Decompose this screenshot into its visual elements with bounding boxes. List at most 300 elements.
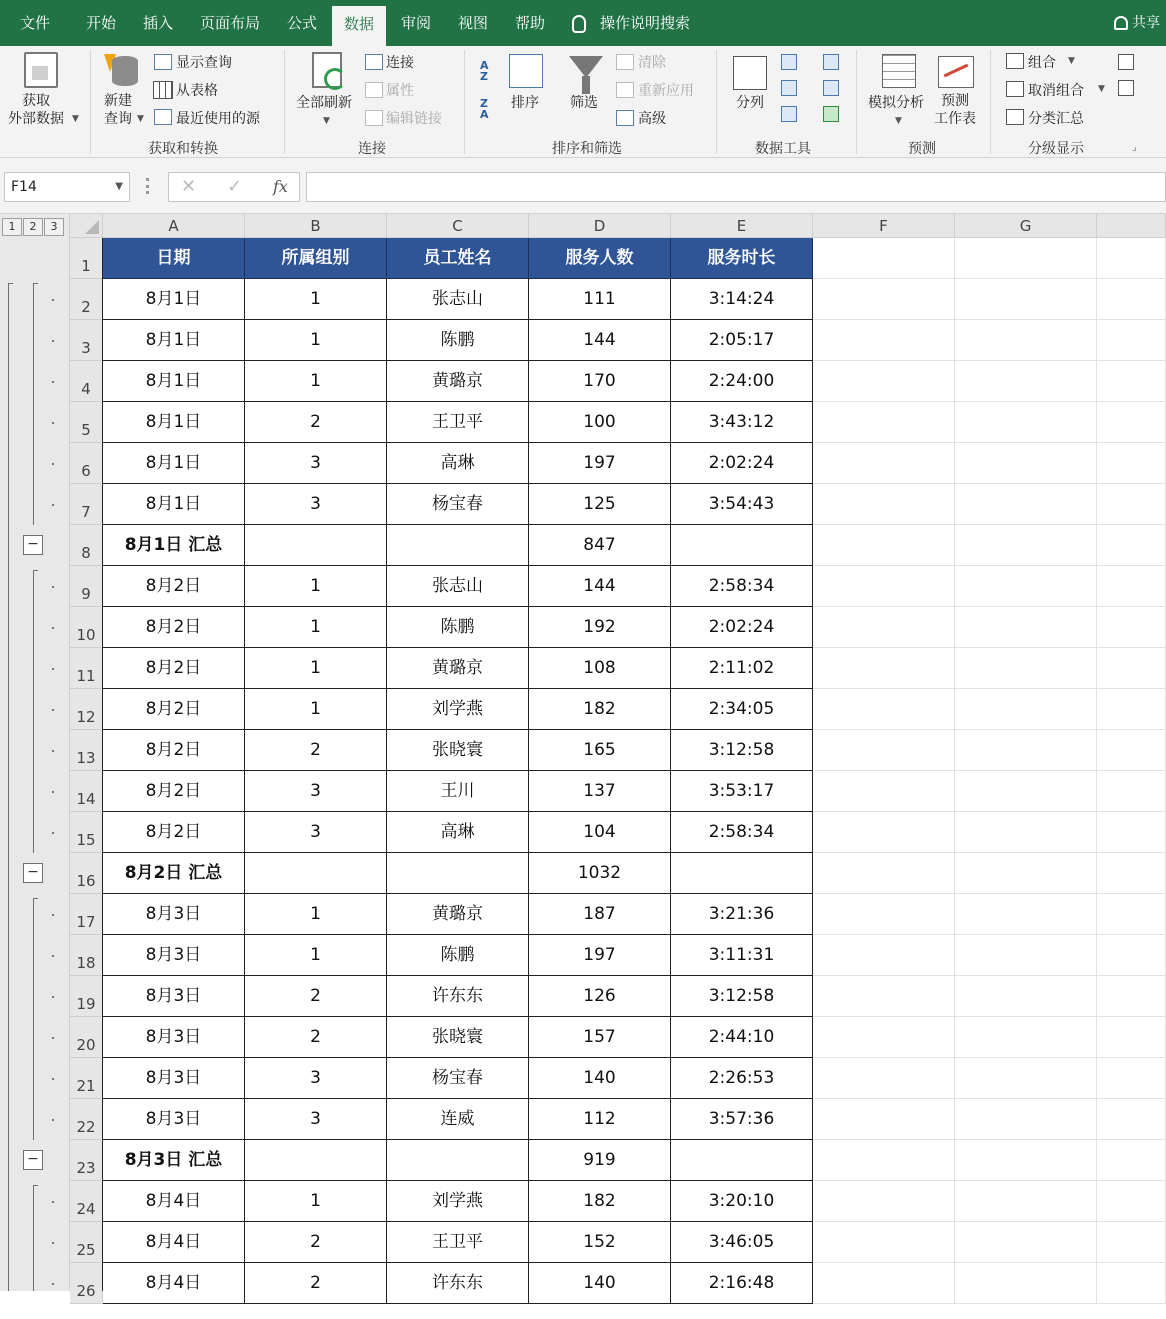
empty-cell[interactable] (1097, 812, 1166, 853)
row-header[interactable]: 21 (70, 1058, 103, 1099)
tell-me-search[interactable] (572, 0, 690, 46)
collapse-group-button[interactable]: − (23, 535, 43, 555)
empty-cell[interactable] (955, 689, 1097, 730)
tab-page-layout[interactable]: 页面布局 (200, 14, 261, 32)
sort-icon[interactable] (509, 54, 543, 88)
table-cell[interactable]: 刘学燕 (387, 689, 529, 730)
table-cell[interactable]: 张晓寰 (387, 1017, 529, 1058)
row-header[interactable]: 13 (70, 730, 103, 771)
empty-cell[interactable] (813, 443, 955, 484)
table-cell[interactable]: 1 (245, 279, 387, 320)
empty-cell[interactable] (813, 320, 955, 361)
new-query-button[interactable]: 新建 查询 (104, 93, 132, 127)
subtotal-cell[interactable] (387, 525, 529, 566)
tab-review[interactable]: 审阅 (401, 14, 432, 32)
table-cell[interactable]: 144 (529, 566, 671, 607)
table-cell[interactable]: 100 (529, 402, 671, 443)
connections-button[interactable]: 连接 (386, 55, 414, 71)
drag-handle-icon[interactable] (146, 178, 149, 194)
table-cell[interactable]: 8月3日 (103, 935, 245, 976)
empty-cell[interactable] (1097, 443, 1166, 484)
table-cell[interactable]: 1 (245, 361, 387, 402)
table-cell[interactable]: 张志山 (387, 566, 529, 607)
refresh-all-button[interactable]: 全部刷新 (296, 95, 352, 111)
empty-cell[interactable] (1097, 361, 1166, 402)
table-cell[interactable]: 1 (245, 689, 387, 730)
empty-cell[interactable] (955, 771, 1097, 812)
table-cell[interactable]: 1 (245, 648, 387, 689)
sort-ascending-icon[interactable]: A Z (480, 59, 489, 83)
table-cell[interactable]: 2:58:34 (671, 566, 813, 607)
empty-cell[interactable] (955, 566, 1097, 607)
empty-cell[interactable] (813, 1058, 955, 1099)
empty-cell[interactable] (955, 1181, 1097, 1222)
name-box[interactable] (4, 172, 130, 202)
empty-cell[interactable] (1097, 1017, 1166, 1058)
tab-file[interactable]: 文件 (20, 14, 51, 32)
empty-cell[interactable] (1097, 1181, 1166, 1222)
table-cell[interactable]: 8月1日 (103, 443, 245, 484)
text-to-columns-icon[interactable] (733, 56, 767, 90)
table-cell[interactable]: 杨宝春 (387, 1058, 529, 1099)
table-cell[interactable]: 111 (529, 279, 671, 320)
table-cell[interactable]: 140 (529, 1058, 671, 1099)
table-header-cell[interactable]: 服务时长 (671, 238, 813, 279)
empty-cell[interactable] (813, 607, 955, 648)
from-table-button[interactable]: 从表格 (176, 83, 218, 99)
row-header[interactable]: 2 (70, 279, 103, 320)
reapply-button[interactable]: 重新应用 (638, 83, 694, 99)
table-cell[interactable]: 陈鹏 (387, 320, 529, 361)
empty-cell[interactable] (955, 320, 1097, 361)
empty-cell[interactable] (955, 443, 1097, 484)
what-if-analysis-icon[interactable] (882, 54, 916, 88)
table-cell[interactable]: 张晓寰 (387, 730, 529, 771)
table-cell[interactable]: 2:26:53 (671, 1058, 813, 1099)
subtotal-cell[interactable] (387, 853, 529, 894)
table-cell[interactable]: 8月3日 (103, 1017, 245, 1058)
empty-cell[interactable] (813, 1181, 955, 1222)
table-cell[interactable]: 王卫平 (387, 1222, 529, 1263)
table-cell[interactable]: 连威 (387, 1099, 529, 1140)
table-cell[interactable]: 3:57:36 (671, 1099, 813, 1140)
table-cell[interactable]: 1 (245, 894, 387, 935)
row-header[interactable]: 9 (70, 566, 103, 607)
empty-cell[interactable] (813, 402, 955, 443)
table-cell[interactable]: 3:43:12 (671, 402, 813, 443)
table-cell[interactable]: 2:16:48 (671, 1263, 813, 1304)
table-cell[interactable]: 许东东 (387, 976, 529, 1017)
table-cell[interactable]: 192 (529, 607, 671, 648)
table-cell[interactable]: 2:24:00 (671, 361, 813, 402)
table-cell[interactable]: 3:54:43 (671, 484, 813, 525)
row-header[interactable]: 19 (70, 976, 103, 1017)
row-header[interactable]: 17 (70, 894, 103, 935)
empty-cell[interactable] (955, 402, 1097, 443)
relationships-icon[interactable] (823, 80, 839, 96)
table-cell[interactable]: 3 (245, 771, 387, 812)
table-cell[interactable]: 2 (245, 1263, 387, 1304)
empty-cell[interactable] (1097, 689, 1166, 730)
empty-cell[interactable] (1097, 976, 1166, 1017)
empty-cell[interactable] (955, 976, 1097, 1017)
table-cell[interactable]: 2 (245, 1017, 387, 1058)
table-cell[interactable]: 8月3日 (103, 1058, 245, 1099)
empty-cell[interactable] (955, 361, 1097, 402)
subtotal-cell[interactable] (387, 1140, 529, 1181)
table-header-cell[interactable]: 员工姓名 (387, 238, 529, 279)
empty-cell[interactable] (955, 648, 1097, 689)
table-cell[interactable]: 112 (529, 1099, 671, 1140)
empty-cell[interactable] (813, 279, 955, 320)
empty-cell[interactable] (1097, 648, 1166, 689)
empty-cell[interactable] (813, 1263, 955, 1304)
table-cell[interactable]: 8月2日 (103, 771, 245, 812)
empty-cell[interactable] (955, 1222, 1097, 1263)
empty-cell[interactable] (1097, 279, 1166, 320)
table-cell[interactable]: 157 (529, 1017, 671, 1058)
empty-cell[interactable] (955, 1017, 1097, 1058)
empty-cell[interactable] (1097, 853, 1166, 894)
tab-formulas[interactable]: 公式 (287, 14, 318, 32)
table-cell[interactable]: 8月2日 (103, 730, 245, 771)
dialog-launcher-icon[interactable]: ⌟ (1132, 142, 1137, 153)
table-header-cell[interactable]: 所属组别 (245, 238, 387, 279)
column-header-h[interactable] (1097, 214, 1166, 238)
empty-cell[interactable] (1097, 484, 1166, 525)
table-cell[interactable]: 8月1日 (103, 402, 245, 443)
table-cell[interactable]: 152 (529, 1222, 671, 1263)
row-header[interactable]: 10 (70, 607, 103, 648)
empty-cell[interactable] (813, 525, 955, 566)
empty-cell[interactable] (955, 1099, 1097, 1140)
empty-cell[interactable] (1097, 566, 1166, 607)
table-cell[interactable]: 3 (245, 1099, 387, 1140)
outline-level-1-button[interactable]: 1 (2, 218, 22, 236)
select-all-corner[interactable] (70, 214, 103, 238)
subtotal-cell[interactable]: 8月1日 汇总 (103, 525, 245, 566)
empty-cell[interactable] (813, 771, 955, 812)
row-header[interactable]: 4 (70, 361, 103, 402)
recent-sources-button[interactable]: 最近使用的源 (176, 111, 260, 127)
empty-cell[interactable] (1097, 1222, 1166, 1263)
column-header-e[interactable]: E (671, 214, 813, 238)
empty-cell[interactable] (955, 853, 1097, 894)
table-cell[interactable]: 1 (245, 1181, 387, 1222)
tab-view[interactable]: 视图 (458, 14, 489, 32)
table-cell[interactable]: 8月2日 (103, 607, 245, 648)
table-cell[interactable]: 1 (245, 566, 387, 607)
data-validation-icon[interactable] (781, 106, 797, 122)
refresh-all-icon[interactable] (312, 52, 342, 88)
table-cell[interactable]: 8月4日 (103, 1181, 245, 1222)
subtotal-cell[interactable]: 8月3日 汇总 (103, 1140, 245, 1181)
table-header-cell[interactable]: 服务人数 (529, 238, 671, 279)
text-to-columns-button[interactable]: 分列 (736, 95, 764, 111)
empty-cell[interactable] (813, 566, 955, 607)
table-cell[interactable]: 2 (245, 976, 387, 1017)
column-header-b[interactable]: B (245, 214, 387, 238)
empty-cell[interactable] (955, 525, 1097, 566)
table-cell[interactable]: 8月3日 (103, 976, 245, 1017)
empty-cell[interactable] (813, 730, 955, 771)
formula-input[interactable] (306, 172, 1166, 202)
table-cell[interactable]: 8月4日 (103, 1263, 245, 1304)
subtotal-cell[interactable]: 919 (529, 1140, 671, 1181)
table-cell[interactable]: 王卫平 (387, 402, 529, 443)
consolidate-icon[interactable] (823, 54, 839, 70)
filter-icon[interactable] (569, 56, 603, 78)
empty-cell[interactable] (813, 976, 955, 1017)
get-external-data-button[interactable]: 获取 外部数据 (8, 93, 64, 127)
empty-cell[interactable] (1097, 525, 1166, 566)
table-cell[interactable]: 140 (529, 1263, 671, 1304)
table-cell[interactable]: 2:44:10 (671, 1017, 813, 1058)
table-cell[interactable]: 8月2日 (103, 648, 245, 689)
row-header[interactable]: 22 (70, 1099, 103, 1140)
table-cell[interactable]: 8月3日 (103, 1099, 245, 1140)
empty-cell[interactable] (1097, 1058, 1166, 1099)
row-header[interactable]: 11 (70, 648, 103, 689)
table-cell[interactable]: 3 (245, 443, 387, 484)
advanced-button[interactable]: 高级 (638, 111, 666, 127)
empty-cell[interactable] (955, 935, 1097, 976)
table-cell[interactable]: 3:14:24 (671, 279, 813, 320)
empty-cell[interactable] (1097, 1099, 1166, 1140)
outline-level-2-button[interactable]: 2 (23, 218, 43, 236)
empty-cell[interactable] (955, 812, 1097, 853)
empty-cell[interactable] (813, 1017, 955, 1058)
tab-data[interactable]: 数据 (332, 6, 386, 46)
table-cell[interactable]: 197 (529, 443, 671, 484)
table-cell[interactable]: 1 (245, 607, 387, 648)
empty-cell[interactable] (955, 1058, 1097, 1099)
subtotal-cell[interactable] (671, 525, 813, 566)
empty-cell[interactable] (813, 238, 955, 279)
tab-insert[interactable]: 插入 (143, 14, 174, 32)
table-cell[interactable]: 8月3日 (103, 894, 245, 935)
table-cell[interactable]: 王川 (387, 771, 529, 812)
row-header[interactable]: 25 (70, 1222, 103, 1263)
data-model-icon[interactable] (823, 106, 839, 122)
table-cell[interactable]: 2 (245, 730, 387, 771)
table-cell[interactable]: 黄璐京 (387, 894, 529, 935)
enter-icon[interactable]: ✓ (227, 176, 243, 197)
group-button[interactable]: 组合 (1028, 55, 1056, 71)
share-button[interactable] (1114, 0, 1160, 46)
row-header[interactable]: 12 (70, 689, 103, 730)
empty-cell[interactable] (1097, 771, 1166, 812)
table-cell[interactable]: 刘学燕 (387, 1181, 529, 1222)
table-cell[interactable]: 2:05:17 (671, 320, 813, 361)
outline-level-3-button[interactable]: 3 (44, 218, 64, 236)
empty-cell[interactable] (955, 730, 1097, 771)
table-cell[interactable]: 8月2日 (103, 566, 245, 607)
external-data-icon[interactable] (24, 52, 58, 88)
cancel-icon[interactable]: ✕ (181, 176, 197, 197)
table-cell[interactable]: 8月2日 (103, 689, 245, 730)
empty-cell[interactable] (1097, 1263, 1166, 1304)
table-header-cell[interactable]: 日期 (103, 238, 245, 279)
show-query-button[interactable]: 显示查询 (176, 55, 232, 71)
table-cell[interactable]: 陈鹏 (387, 935, 529, 976)
table-cell[interactable]: 125 (529, 484, 671, 525)
table-cell[interactable]: 2:02:24 (671, 443, 813, 484)
table-cell[interactable]: 8月1日 (103, 484, 245, 525)
collapse-group-button[interactable]: − (23, 1150, 43, 1170)
empty-cell[interactable] (813, 1222, 955, 1263)
properties-button[interactable]: 属性 (386, 83, 414, 99)
table-cell[interactable]: 3:11:31 (671, 935, 813, 976)
table-cell[interactable]: 3 (245, 812, 387, 853)
table-cell[interactable]: 165 (529, 730, 671, 771)
subtotal-cell[interactable] (245, 525, 387, 566)
table-cell[interactable]: 104 (529, 812, 671, 853)
subtotal-cell[interactable] (245, 853, 387, 894)
tab-home[interactable]: 开始 (86, 14, 117, 32)
empty-cell[interactable] (1097, 607, 1166, 648)
what-if-analysis-button[interactable]: 模拟分析 (868, 95, 924, 111)
table-cell[interactable]: 2 (245, 402, 387, 443)
row-header[interactable]: 14 (70, 771, 103, 812)
row-header[interactable]: 5 (70, 402, 103, 443)
table-cell[interactable]: 187 (529, 894, 671, 935)
empty-cell[interactable] (813, 853, 955, 894)
edit-links-button[interactable]: 编辑链接 (386, 111, 442, 127)
table-cell[interactable]: 3:20:10 (671, 1181, 813, 1222)
empty-cell[interactable] (813, 935, 955, 976)
table-cell[interactable]: 高琳 (387, 443, 529, 484)
table-cell[interactable]: 许东东 (387, 1263, 529, 1304)
column-header-a[interactable]: A (103, 214, 245, 238)
subtotal-cell[interactable] (671, 853, 813, 894)
table-cell[interactable]: 2 (245, 1222, 387, 1263)
remove-duplicates-icon[interactable] (781, 80, 797, 96)
table-cell[interactable]: 8月4日 (103, 1222, 245, 1263)
table-cell[interactable]: 3:46:05 (671, 1222, 813, 1263)
table-cell[interactable]: 1 (245, 320, 387, 361)
row-header[interactable]: 23 (70, 1140, 103, 1181)
empty-cell[interactable] (1097, 402, 1166, 443)
table-cell[interactable]: 8月1日 (103, 320, 245, 361)
table-cell[interactable]: 3:21:36 (671, 894, 813, 935)
subtotal-cell[interactable]: 1032 (529, 853, 671, 894)
collapse-group-button[interactable]: − (23, 863, 43, 883)
row-header[interactable]: 6 (70, 443, 103, 484)
table-cell[interactable]: 2:11:02 (671, 648, 813, 689)
table-cell[interactable]: 182 (529, 689, 671, 730)
filter-button[interactable]: 筛选 (570, 95, 598, 111)
show-detail-icon[interactable] (1118, 54, 1134, 70)
empty-cell[interactable] (813, 361, 955, 402)
empty-cell[interactable] (955, 894, 1097, 935)
table-cell[interactable]: 3 (245, 1058, 387, 1099)
table-cell[interactable]: 144 (529, 320, 671, 361)
empty-cell[interactable] (1097, 935, 1166, 976)
table-cell[interactable]: 8月2日 (103, 812, 245, 853)
empty-cell[interactable] (955, 1263, 1097, 1304)
row-header[interactable]: 16 (70, 853, 103, 894)
empty-cell[interactable] (813, 1140, 955, 1181)
sort-button[interactable]: 排序 (511, 95, 539, 111)
column-header-d[interactable]: D (529, 214, 671, 238)
database-icon[interactable] (112, 56, 138, 86)
row-header[interactable]: 18 (70, 935, 103, 976)
empty-cell[interactable] (1097, 320, 1166, 361)
table-cell[interactable]: 170 (529, 361, 671, 402)
row-header[interactable]: 7 (70, 484, 103, 525)
column-header-f[interactable]: F (813, 214, 955, 238)
table-cell[interactable]: 3:12:58 (671, 976, 813, 1017)
table-cell[interactable]: 杨宝春 (387, 484, 529, 525)
empty-cell[interactable] (813, 812, 955, 853)
ungroup-button[interactable]: 取消组合 (1028, 83, 1084, 99)
subtotal-cell[interactable] (671, 1140, 813, 1181)
tab-help[interactable]: 帮助 (515, 14, 546, 32)
table-cell[interactable]: 8月1日 (103, 361, 245, 402)
clear-button[interactable]: 清除 (638, 55, 666, 71)
empty-cell[interactable] (813, 648, 955, 689)
empty-cell[interactable] (955, 1140, 1097, 1181)
empty-cell[interactable] (813, 484, 955, 525)
table-cell[interactable]: 黄璐京 (387, 361, 529, 402)
sort-descending-icon[interactable]: Z A (480, 97, 489, 121)
table-cell[interactable]: 3:12:58 (671, 730, 813, 771)
table-cell[interactable]: 陈鹏 (387, 607, 529, 648)
empty-cell[interactable] (813, 689, 955, 730)
subtotal-button[interactable]: 分类汇总 (1028, 111, 1084, 127)
subtotal-cell[interactable]: 847 (529, 525, 671, 566)
table-cell[interactable]: 3:53:17 (671, 771, 813, 812)
table-cell[interactable]: 1 (245, 935, 387, 976)
row-header[interactable]: 26 (70, 1263, 103, 1304)
empty-cell[interactable] (1097, 730, 1166, 771)
table-cell[interactable]: 137 (529, 771, 671, 812)
table-cell[interactable]: 197 (529, 935, 671, 976)
row-header[interactable]: 24 (70, 1181, 103, 1222)
empty-cell[interactable] (955, 238, 1097, 279)
table-cell[interactable]: 126 (529, 976, 671, 1017)
table-cell[interactable]: 2:02:24 (671, 607, 813, 648)
row-header[interactable]: 1 (70, 238, 103, 279)
row-header[interactable]: 20 (70, 1017, 103, 1058)
subtotal-cell[interactable] (245, 1140, 387, 1181)
forecast-sheet-icon[interactable] (938, 56, 974, 88)
empty-cell[interactable] (955, 484, 1097, 525)
table-cell[interactable]: 2:34:05 (671, 689, 813, 730)
insert-function-icon[interactable]: fx (273, 177, 288, 196)
column-header-c[interactable]: C (387, 214, 529, 238)
hide-detail-icon[interactable] (1118, 80, 1134, 96)
flash-fill-icon[interactable] (781, 54, 797, 70)
empty-cell[interactable] (813, 1099, 955, 1140)
empty-cell[interactable] (955, 607, 1097, 648)
row-header[interactable]: 3 (70, 320, 103, 361)
table-cell[interactable]: 108 (529, 648, 671, 689)
table-cell[interactable]: 2:58:34 (671, 812, 813, 853)
empty-cell[interactable] (1097, 894, 1166, 935)
subtotal-cell[interactable]: 8月2日 汇总 (103, 853, 245, 894)
empty-cell[interactable] (813, 894, 955, 935)
table-cell[interactable]: 高琳 (387, 812, 529, 853)
table-cell[interactable]: 黄璐京 (387, 648, 529, 689)
empty-cell[interactable] (1097, 238, 1166, 279)
empty-cell[interactable] (1097, 1140, 1166, 1181)
row-header[interactable]: 15 (70, 812, 103, 853)
table-cell[interactable]: 张志山 (387, 279, 529, 320)
table-cell[interactable]: 3 (245, 484, 387, 525)
empty-cell[interactable] (955, 279, 1097, 320)
